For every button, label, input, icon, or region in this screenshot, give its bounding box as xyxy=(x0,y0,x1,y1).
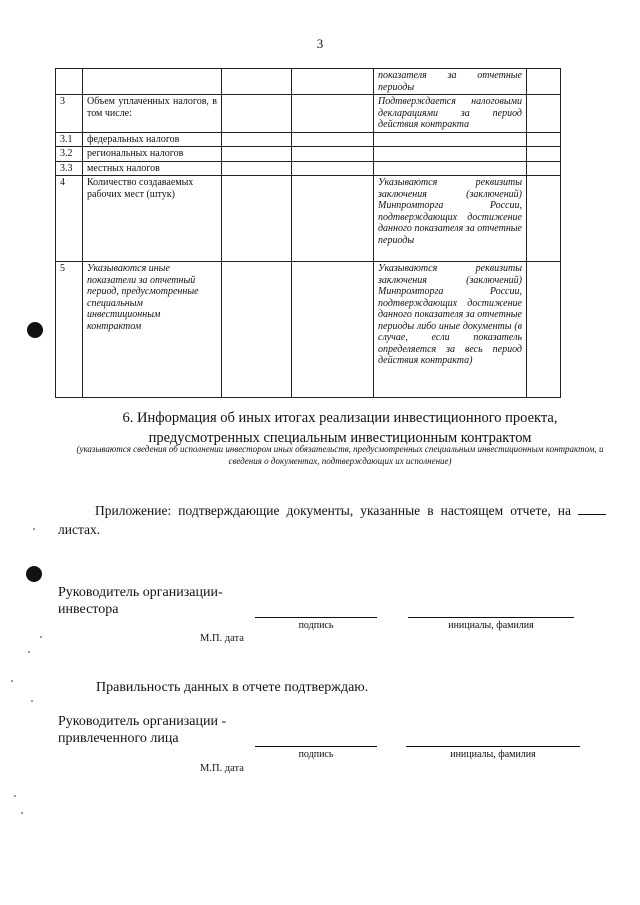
table-row xyxy=(56,69,561,95)
confirmation-cell xyxy=(374,147,527,162)
empty-cell xyxy=(222,132,292,147)
indicator-label: федеральных налогов xyxy=(83,132,222,147)
section-6-note: (указываются сведения об исполнении инвестором иных обязательств, предусмотренных специальным инвестиционным контрактом, и сведения о документах, подтверждающих их исполнение) xyxy=(76,444,604,466)
confirmation-cell: Подтверждается налоговыми декларациями за период действия контракта xyxy=(374,95,527,133)
table-row xyxy=(56,132,561,147)
section-6-heading xyxy=(60,408,620,448)
indicator-label: местных налогов xyxy=(83,161,222,176)
name-line xyxy=(406,746,580,747)
name-line xyxy=(408,617,574,618)
confirmation-cell: показателя за отчетные периоды xyxy=(374,69,527,95)
empty-cell xyxy=(292,262,374,398)
empty-cell xyxy=(292,95,374,133)
empty-cell xyxy=(292,69,374,95)
row-number: 3 xyxy=(56,95,83,133)
indicator-label: Объем уплаченных налогов, в том числе: xyxy=(83,95,222,133)
confirmation-statement: Правильность данных в отчете подтверждаю. xyxy=(96,680,369,695)
indicator-label: региональных налогов xyxy=(83,147,222,162)
row-number: 5 xyxy=(56,262,83,398)
binder-hole-mark xyxy=(26,566,42,582)
empty-cell xyxy=(222,161,292,176)
role-line: Руководитель организации - xyxy=(58,714,227,729)
appendix-text: Приложение: подтверждающие документы, указанные в настоящем отчете, на xyxy=(95,503,571,518)
row-number: 3.2 xyxy=(56,147,83,162)
appendix-text-end: листах. xyxy=(58,522,101,537)
page-number: 3 xyxy=(316,36,324,51)
scan-speck xyxy=(33,528,35,530)
table-row xyxy=(56,147,561,162)
indicators-table xyxy=(55,68,561,398)
binder-hole-mark xyxy=(27,322,43,338)
section-6-title-line1: 6. Информация об иных итогах реализации инвестиционного проекта, xyxy=(122,410,558,426)
attracted-party-head-title xyxy=(58,713,226,747)
empty-cell xyxy=(527,95,561,133)
confirmation-cell: Указываются реквизиты заключения (заключений) Минпромторга России, подтверждающих достижение данного показателя за отчетные периоды xyxy=(374,176,527,262)
empty-cell xyxy=(527,176,561,262)
stamp-date-label: М.П. дата xyxy=(200,633,244,644)
name-caption: инициалы, фамилия xyxy=(450,749,536,760)
section-6-title-line2: предусмотренных специальным инвестиционным контрактом xyxy=(148,430,532,446)
empty-cell xyxy=(292,176,374,262)
scan-speck xyxy=(31,700,33,702)
row-number xyxy=(56,69,83,95)
stamp-date-label: М.П. дата xyxy=(200,763,244,774)
signature-caption: подпись xyxy=(298,620,334,631)
indicator-label: Количество создаваемых рабочих мест (штук) xyxy=(83,176,222,262)
role-line: Руководитель организации- xyxy=(58,585,223,600)
role-line: инвестора xyxy=(58,602,119,617)
confirmation-cell: Указываются реквизиты заключения (заключений) Минпромторга России, подтверждающих достижение данного показателя за отчетные периоды либо иные документы (в случае, если показатель определяется за весь период действия контракта) xyxy=(374,262,527,398)
empty-cell xyxy=(222,147,292,162)
empty-cell xyxy=(222,176,292,262)
scan-speck xyxy=(11,680,13,682)
table-row xyxy=(56,262,561,398)
empty-cell xyxy=(527,147,561,162)
confirmation-cell xyxy=(374,161,527,176)
scan-speck xyxy=(28,651,30,653)
empty-cell xyxy=(527,69,561,95)
appendix-paragraph xyxy=(58,501,606,539)
empty-cell xyxy=(292,161,374,176)
signature-caption: подпись xyxy=(298,749,334,760)
empty-cell xyxy=(527,132,561,147)
row-number: 3.1 xyxy=(56,132,83,147)
indicator-label: Указываются иные показатели за отчетный период, предусмотренные специальным инвестиционным контрактом xyxy=(83,262,222,398)
table-row xyxy=(56,95,561,133)
investor-head-title xyxy=(58,584,223,618)
empty-cell xyxy=(292,147,374,162)
table-row xyxy=(56,176,561,262)
sheet-count-blank xyxy=(578,502,606,515)
empty-cell xyxy=(292,132,374,147)
empty-cell xyxy=(222,69,292,95)
name-caption: инициалы, фамилия xyxy=(448,620,534,631)
row-number: 4 xyxy=(56,176,83,262)
scan-speck xyxy=(21,812,23,814)
role-line: привлеченного лица xyxy=(58,731,179,746)
scan-speck xyxy=(40,636,42,638)
empty-cell xyxy=(222,262,292,398)
signature-line xyxy=(255,617,377,618)
confirmation-cell xyxy=(374,132,527,147)
scan-speck xyxy=(14,795,16,797)
row-number: 3.3 xyxy=(56,161,83,176)
empty-cell xyxy=(527,161,561,176)
table-row xyxy=(56,161,561,176)
empty-cell xyxy=(527,262,561,398)
signature-line xyxy=(255,746,377,747)
empty-cell xyxy=(222,95,292,133)
indicator-label xyxy=(83,69,222,95)
